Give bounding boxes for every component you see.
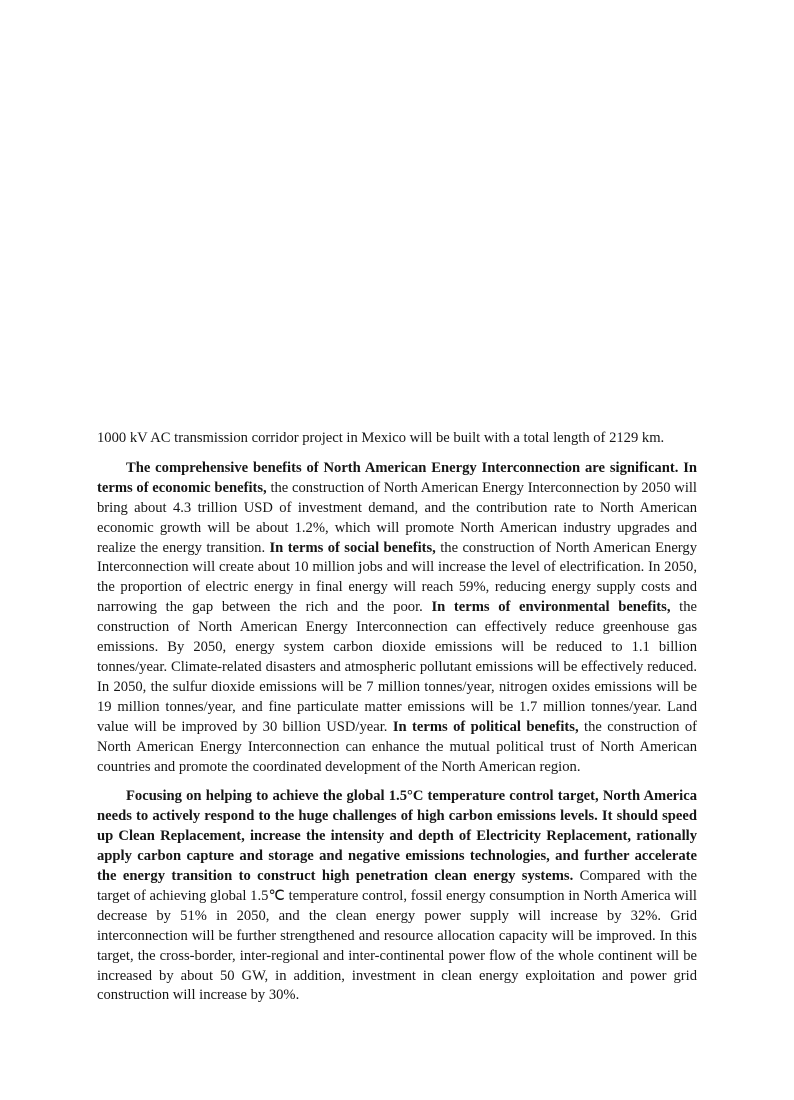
paragraph (97, 429, 697, 449)
paragraph (97, 459, 697, 778)
paragraph (97, 787, 697, 1006)
bold-text-run: In terms of social benefits, (269, 539, 441, 556)
document-body (97, 429, 697, 1006)
bold-text-run: In terms of environmental benefits, (431, 599, 680, 616)
bold-text-run: The comprehensive benefits of North American Energy Interconnection are significant. In terms of economic benefits, (97, 459, 697, 496)
text-run: the construction of North American Energy Interconnection by 2050 will bring about 4.3 trillion USD of investment demand, and the contribution rate to North American economic growth will be about 1.2%, which will promote North American industry upgrades and realize the energy transition. (97, 479, 697, 556)
text-run: Compared with the target of achieving global 1.5℃ temperature control, fossil energy consumption in North America will decrease by 51% in 2050, and the clean energy power supply will increase by 32%. Grid interconnection will be further strengthened and resource allocation capacity will be improved. In this target, the cross-border, inter-regional and inter-continental power flow of the whole continent will be increased by about 50 GW, in addition, investment in clean energy exploitation and power grid construction will increase by 30%. (97, 868, 697, 1004)
bold-text-run: Focusing on helping to achieve the global 1.5°C temperature control target, North America needs to actively respond to the huge challenges of high carbon emissions levels. It should speed up Clean Replacement, increase the intensity and depth of Electricity Replacement, rationally apply carbon capture and storage and negative emissions technologies, and further accelerate the energy transition to construct high penetration clean energy systems. (97, 788, 697, 885)
bold-text-run: In terms of political benefits, (392, 718, 585, 735)
text-run: the construction of North American Energy Interconnection can effectively reduce greenhouse gas emissions. By 2050, energy system carbon dioxide emissions will be reduced to 1.1 billion tonnes/year. Climate-related disasters and atmospheric pollutant emissions will be effectively reduced. In 2050, the sulfur dioxide emissions will be 7 million tonnes/year, nitrogen oxides emissions will be 19 million tonnes/year, and fine particulate matter emissions will be 1.7 million tonnes/year. Land value will be improved by 30 billion USD/year. (97, 599, 697, 735)
text-run: 1000 kV AC transmission corridor project in Mexico will be built with a total length of 2129 km. (97, 430, 665, 446)
text-run: the construction of North American Energy Interconnection can enhance the mutual political trust of North American countries and promote the coordinated development of the North American region. (97, 718, 697, 775)
text-run: the construction of North American Energy Interconnection will create about 10 million jobs and will increase the level of electrification. In 2050, the proportion of electric energy in final energy will reach 59%, reducing energy supply costs and narrowing the gap between the rich and the poor. (97, 539, 697, 616)
